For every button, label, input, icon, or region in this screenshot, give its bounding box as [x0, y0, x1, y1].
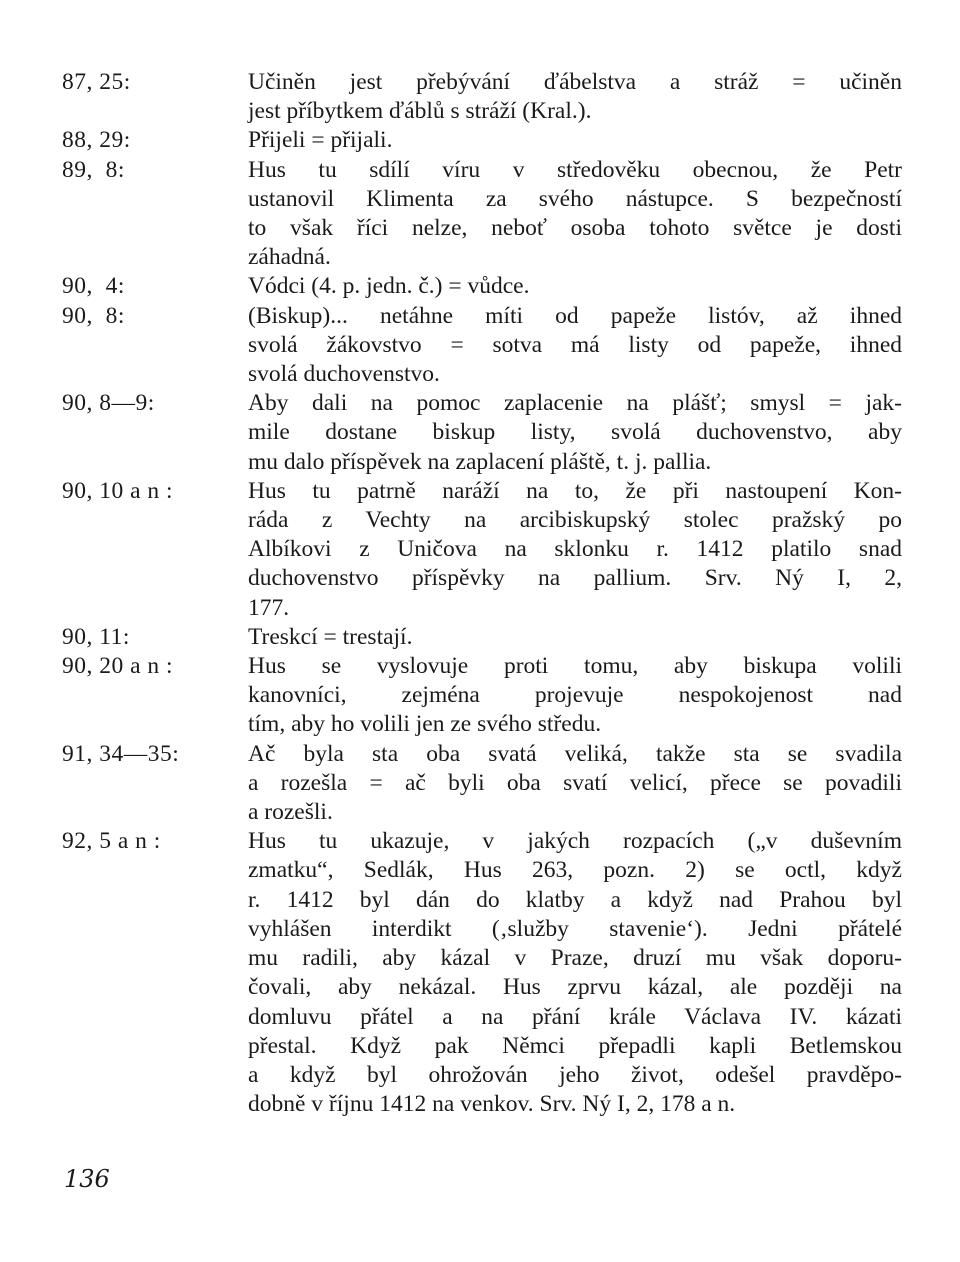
- note-line: kanovníci, zejména projevuje nespokojenost nad: [248, 682, 902, 709]
- note-text: [248, 827, 902, 1119]
- note-line: 177.: [248, 594, 290, 621]
- note-line: Ač byla sta oba svatá veliká, takže sta se svadila: [248, 740, 902, 767]
- note-line: a rozešli.: [248, 799, 333, 826]
- note-line: zmatku“, Sedlák, Hus 263, pozn. 2) se octl, když: [248, 857, 902, 884]
- note-line: Aby dali na pomoc zaplacenie na plášť; smysl = jak-: [248, 390, 902, 417]
- note-line: čovali, aby nekázal. Hus zprvu kázal, ale později na: [248, 974, 902, 1001]
- note-text: [248, 623, 902, 652]
- note-line: jest příbytkem ďáblů s stráží (Kral.).: [248, 98, 592, 125]
- page-number: 136: [64, 1165, 110, 1193]
- note-text: [248, 652, 902, 740]
- note-line: přestal. Když pak Němci přepadli kapli Betlemskou: [248, 1032, 902, 1059]
- note-text: [248, 272, 902, 301]
- note-line: Hus tu sdílí víru v středověku obecnou, že Petr: [248, 156, 902, 183]
- note-reference: 90, 11:: [62, 623, 130, 650]
- note-text: [248, 156, 902, 273]
- note-entry: [62, 652, 902, 740]
- note-entry: [62, 623, 902, 652]
- note-text: [248, 126, 902, 155]
- note-line: a když byl ohrožován jeho život, odešel pravděpo-: [248, 1061, 902, 1088]
- commentary-notes: [62, 68, 902, 1119]
- note-entry: [62, 302, 902, 390]
- note-line: dobně v říjnu 1412 na venkov. Srv. Ný I, 2, 178 a n.: [248, 1091, 736, 1118]
- note-reference: 91, 34—35:: [62, 740, 180, 767]
- note-line: záhadná.: [248, 244, 331, 271]
- note-line: duchovenstvo příspěvky na pallium. Srv. Ný I, 2,: [248, 565, 902, 592]
- note-text: [248, 740, 902, 828]
- note-line: mu radili, aby kázal v Praze, druzí mu však doporu-: [248, 945, 902, 972]
- note-reference: 87, 25:: [62, 69, 131, 95]
- note-entry: [62, 477, 902, 623]
- note-reference: 92, 5 a n :: [62, 828, 161, 855]
- note-text: [248, 389, 902, 477]
- note-entry: [62, 740, 902, 828]
- note-line: (Biskup)... netáhne míti od papeže listóv, až ihned: [248, 302, 902, 329]
- note-reference: 90, 8—9:: [62, 390, 155, 417]
- note-line: mile dostane biskup listy, svolá duchovenstvo, aby: [248, 419, 902, 446]
- note-line: vyhlášen interdikt (‚služby stavenie‘). Jedni přátelé: [248, 915, 902, 942]
- note-reference: 90, 4:: [62, 273, 125, 300]
- note-line: Albíkovi z Uničova na sklonku r. 1412 platilo snad: [248, 536, 902, 563]
- note-line: tím, aby ho volili jen ze svého středu.: [248, 711, 602, 738]
- note-text: [248, 302, 902, 390]
- note-line: Hus se vyslovuje proti tomu, aby biskupa volili: [248, 653, 902, 680]
- note-line: to však říci nelze, neboť osoba tohoto světce je dosti: [248, 215, 902, 242]
- note-line: domluvu přátel a na přání krále Václava IV. kázati: [248, 1003, 902, 1030]
- note-entry: [62, 827, 902, 1119]
- note-line: ráda z Vechty na arcibiskupský stolec pražský po: [248, 507, 902, 534]
- note-line: svolá duchovenstvo.: [248, 361, 440, 388]
- note-line: mu dalo příspěvek na zaplacení pláště, t. j. pallia.: [248, 448, 712, 475]
- note-line: Vódci (4. p. jedn. č.) = vůdce.: [248, 273, 530, 300]
- note-entry: [62, 272, 902, 301]
- note-entry: [62, 156, 902, 273]
- note-line: Hus tu patrně naráží na to, že při nastoupení Kon-: [248, 477, 902, 504]
- note-reference: 89, 8:: [62, 156, 125, 183]
- note-entry: [62, 389, 902, 477]
- note-line: Přijeli = přijali.: [248, 127, 393, 154]
- note-reference: 90, 10 a n :: [62, 477, 174, 504]
- note-reference: 90, 8:: [62, 302, 125, 329]
- note-line: Učiněn jest přebývání ďábelstva a stráž = učiněn: [248, 69, 902, 95]
- note-line: Hus tu ukazuje, v jakých rozpacích („v duševním: [248, 828, 902, 855]
- note-entry: [62, 68, 902, 126]
- note-reference: 88, 29:: [62, 127, 131, 154]
- note-reference: 90, 20 a n :: [62, 653, 174, 680]
- note-entry: [62, 126, 902, 155]
- note-text: [248, 68, 902, 126]
- note-line: ustanovil Klimenta za svého nástupce. S bezpečností: [248, 185, 902, 212]
- note-line: a rozešla = ač byli oba svatí velicí, přece se povadili: [248, 769, 902, 796]
- note-line: svolá žákovstvo = sotva má listy od papeže, ihned: [248, 331, 902, 358]
- note-line: Treskcí = trestají.: [248, 623, 413, 650]
- note-text: [248, 477, 902, 623]
- note-line: r. 1412 byl dán do klatby a když nad Prahou byl: [248, 886, 902, 913]
